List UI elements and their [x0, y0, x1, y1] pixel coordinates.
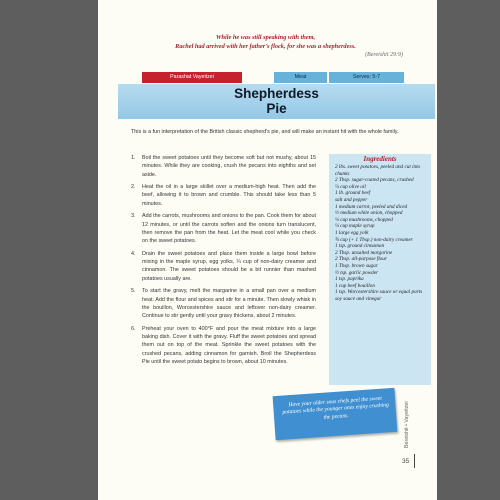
title-banner: [118, 84, 435, 119]
ingredient-item: salt and pepper: [335, 196, 368, 203]
step-text: Preheat your oven to 400°F and pour the meat mixture into a large baking dish. Cover it with the gravy. Fluff the sweet potatoes and spread them out on top of the meat. Sprinkle the sweet potatoes with the crushed pecans, adding cinnamon for garnish. Broil the Shepherdess Pie until the sweet potato begins to brown, about 10 minutes.: [142, 325, 316, 366]
ingredient-item: 2 lbs. sweet potatoes, peeled and cut into chunks: [335, 164, 421, 177]
ingredient-item: 1 large egg yolk: [335, 229, 369, 236]
recipe-step: [131, 325, 316, 366]
ingredient-item: 2 Tbsp. all-purpose flour: [335, 256, 387, 263]
step-number: 5.: [131, 288, 136, 295]
recipe-step: [131, 154, 316, 179]
tab-category: Meat: [274, 72, 327, 83]
quote-line-1: While he was still speaking with them,: [215, 34, 316, 41]
ingredient-item: ½ medium white onion, chopped: [335, 210, 403, 217]
ingredient-item: 1 cup beef bouillon: [335, 282, 375, 289]
page-number-divider: [414, 454, 415, 468]
ingredient-item: ¾ cup (+ 1 Tbsp.) non-dairy creamer: [335, 236, 413, 243]
cookbook-page: [98, 0, 437, 500]
step-number: 6.: [131, 325, 136, 332]
recipe-tabs: [142, 72, 404, 83]
ingredients-list: [329, 164, 431, 302]
ingredient-item: 2 Tbsp. sugar-coated pecans, crushed: [335, 177, 414, 184]
recipe-title-line-2: Pie: [266, 101, 287, 116]
step-text: Drain the sweet potatoes and place them inside a large bowl before mixing in the maple syrup, egg yolks, ¼ cup of non-dairy creamer and cinnamon. The sweet potatoes should be a bit runnier than mashed potatoes usually are.: [142, 250, 316, 282]
step-text: Add the carrots, mushrooms and onions to the pan. Cook them for about 12 minutes, or until the carrots soften and the onions turn translucent, then remove the pan from the heat. Let the meat cool while you check on the sweet potatoes.: [142, 213, 316, 245]
page-number: 35: [402, 458, 410, 465]
step-number: 1.: [131, 155, 136, 161]
recipe-step: [131, 183, 316, 208]
recipe-step: [131, 250, 316, 283]
tab-serves: Serves: 5-7: [329, 72, 404, 83]
quote-line-2: Rachel had arrived with her father's flock, for she was a shepherdess.: [175, 42, 356, 50]
recipe-title: [118, 86, 435, 116]
recipe-title-line-1: Shepherdess: [234, 86, 319, 101]
ingredients-title: Ingredients: [363, 155, 397, 163]
ingredient-item: 1 lb. ground beef: [335, 190, 371, 197]
step-text: Boil the sweet potatoes until they become soft but not mushy, about 15 minutes. While they are cooking, crush the pecans into eighths and set aside.: [142, 155, 316, 178]
recipe-step: [131, 287, 316, 320]
ingredient-item: ¼ cup mushrooms, chopped: [335, 216, 393, 223]
ingredient-item: 1 tsp. Worcestershire sauce or equal parts soy sauce and vinegar: [335, 289, 423, 302]
ingredient-item: 1 medium carrot, peeled and diced: [335, 203, 408, 210]
ingredient-item: 1 tsp. ground cinnamon: [335, 243, 385, 250]
running-head-text: Bereishit • Vayeitzei: [404, 401, 410, 448]
tip-note: [273, 388, 398, 440]
step-text: To start the gravy, melt the margarine in a small pan over a medium heat. Add the flour and spices and stir for a minute. Then slowly whisk in the bouillon, Worcestershire sauce and leftover non-dairy creamer. Continue to stir gently until your gravy thickens, about 2 minutes.: [142, 288, 316, 320]
step-text: Heat the oil in a large skillet over a medium-high heat. Then add the beef, allowing it to brown and crumble. This should take less than 5 minutes.: [142, 184, 316, 207]
recipe-steps: [131, 154, 316, 371]
quote-source: (Bereishit 29:9): [365, 52, 403, 59]
tab-parashat: Parashat Vayeitzei: [142, 72, 242, 83]
tip-text: Have your older sous chefs peel the sweet potatoes while the younger ones enjoy crushing the pecans.: [282, 395, 390, 421]
running-head: [404, 388, 412, 448]
ingredient-item: ½ tsp. garlic powder: [335, 269, 379, 276]
ingredients-box: [329, 154, 431, 385]
epigraph-quote: [128, 34, 403, 60]
ingredient-item: ¼ cup olive oil: [335, 183, 366, 190]
recipe-intro: This is a fun interpretation of the British classic shepherd's pie, and will make an instant hit with the whole family.: [131, 129, 399, 135]
ingredient-item: 1 tsp. paprika: [335, 276, 364, 283]
step-number: 2.: [131, 184, 136, 191]
recipe-step: [131, 212, 316, 245]
step-number: 3.: [131, 213, 136, 220]
ingredient-item: 2 Tbsp. unsalted margarine: [335, 249, 393, 256]
step-number: 4.: [131, 250, 136, 257]
ingredient-item: 1 Tbsp. brown sugar: [335, 262, 378, 269]
ingredient-item: ¼ cup maple syrup: [335, 223, 375, 230]
